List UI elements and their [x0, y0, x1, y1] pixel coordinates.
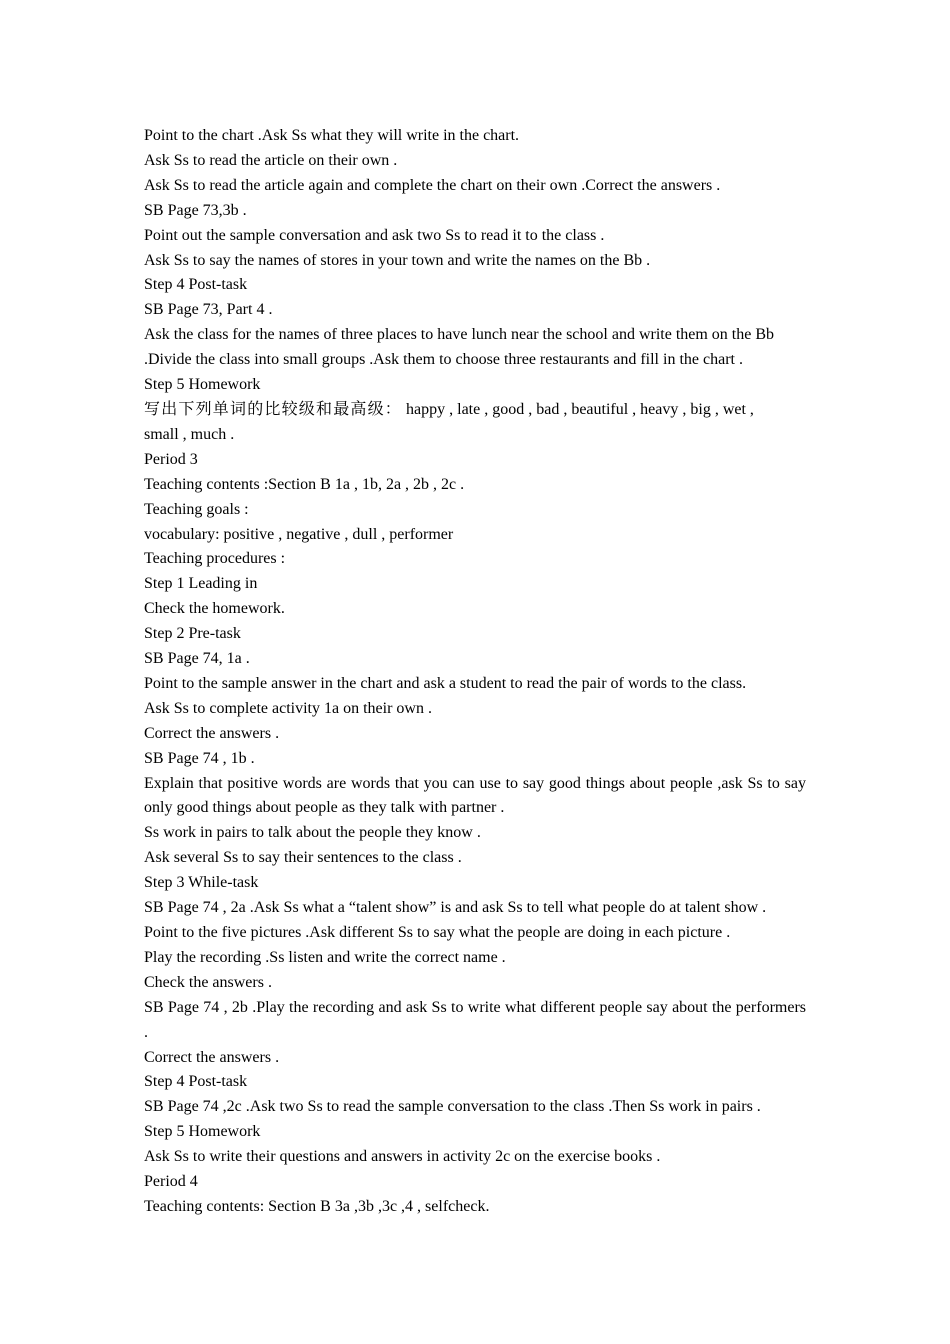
text-line: Ask Ss to write their questions and answers in activity 2c on the exercise books .: [144, 1148, 661, 1166]
text-line: Teaching procedures :: [144, 550, 286, 568]
period-heading: Period 4: [144, 1173, 198, 1191]
text-line: vocabulary: positive , negative , dull , performer: [144, 525, 454, 543]
text-paragraph: Explain that positive words are words that you can use to say good things about people ,ask Ss to say only good things about people as they talk with partner .: [144, 774, 806, 817]
text-line: Teaching contents :Section B 1a , 1b, 2a , 2b , 2c .: [144, 475, 465, 493]
homework-prompt: 写出下列单词的比较级和最高级：: [144, 400, 403, 418]
text-line: SB Page 74 , 2a .Ask Ss what a “talent show” is and ask Ss to tell what people do at talent show .: [144, 899, 767, 917]
text-line: SB Page 74 , 1b .: [144, 749, 255, 767]
text-line: Point to the sample answer in the chart and ask a student to read the pair of words to the class.: [144, 674, 747, 692]
text-line: Point to the five pictures .Ask different Ss to say what the people are doing in each picture .: [144, 924, 731, 941]
text-line: SB Page 74 ,2c .Ask two Ss to read the sample conversation to the class .Then Ss work in pairs .: [144, 1098, 761, 1116]
text-line: small , much .: [144, 425, 235, 443]
text-paragraph: SB Page 74 , 2b .Play the recording and ask Ss to write what different people say about the performers .: [144, 998, 806, 1041]
text-line: Ask Ss to complete activity 1a on their own .: [144, 699, 432, 717]
step-heading: Step 5 Homework: [144, 376, 261, 394]
text-line: Point out the sample conversation and ask two Ss to read it to the class .: [144, 226, 605, 244]
text-line: Play the recording .Ss listen and write the correct name .: [144, 948, 506, 966]
step-heading: Step 5 Homework: [144, 1123, 261, 1141]
text-paragraph: Ask the class for the names of three places to have lunch near the school and write them on the Bb .Divide the class into small groups .Ask them to choose three restaurants and fill in the chart .: [144, 326, 775, 369]
homework-words: happy , late , good , bad , beautiful , heavy , big , wet ,: [406, 400, 754, 418]
homework-line: [144, 398, 806, 423]
text-line: Ask Ss to say the names of stores in your town and write the names on the Bb .: [144, 251, 651, 269]
period-heading: Period 3: [144, 450, 198, 468]
text-line: Ask several Ss to say their sentences to the class .: [144, 849, 462, 867]
text-line: Ask Ss to read the article on their own .: [144, 151, 398, 169]
text-line: Correct the answers .: [144, 1048, 280, 1066]
document-page: [144, 124, 806, 1220]
text-line: Teaching goals :: [144, 500, 249, 518]
text-line: Check the homework.: [144, 600, 285, 618]
text-line: SB Page 74, 1a .: [144, 650, 250, 668]
text-line: Teaching contents: Section B 3a ,3b ,3c ,4 , selfcheck.: [144, 1197, 490, 1215]
text-line: Ask Ss to read the article again and complete the chart on their own .Correct the answers .: [144, 176, 721, 194]
step-heading: Step 4 Post-task: [144, 1073, 248, 1091]
step-heading: Step 4 Post-task: [144, 276, 248, 294]
text-line: Correct the answers .: [144, 724, 280, 742]
text-line: Ss work in pairs to talk about the people they know .: [144, 824, 481, 842]
step-heading: Step 3 While-task: [144, 874, 259, 892]
text-line: SB Page 73, Part 4 .: [144, 301, 273, 319]
text-line: Check the answers .: [144, 973, 272, 991]
step-heading: Step 1 Leading in: [144, 575, 258, 593]
step-heading: Step 2 Pre-task: [144, 625, 241, 643]
text-line: Point to the chart .Ask Ss what they will write in the chart.: [144, 127, 520, 144]
text-line: SB Page 73,3b .: [144, 201, 247, 219]
